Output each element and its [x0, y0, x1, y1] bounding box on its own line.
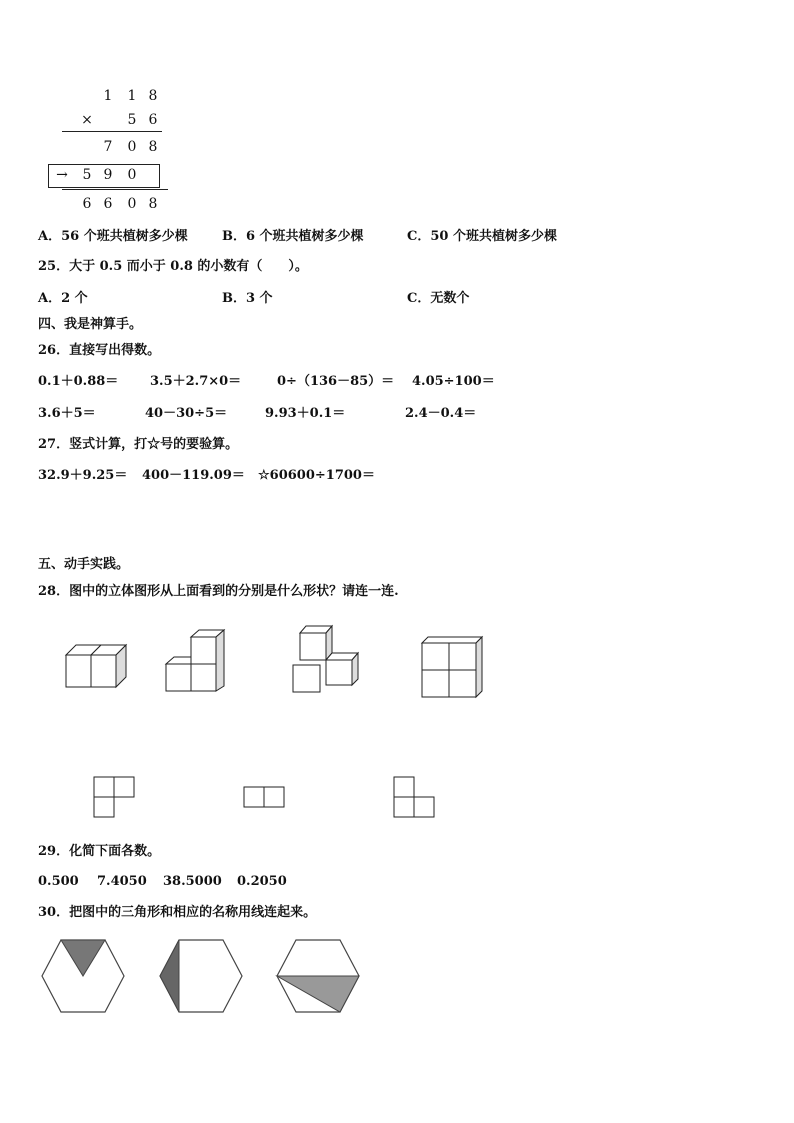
section-5-heading: 五、动手实践。 — [38, 557, 130, 572]
q27-item: 400－119.09＝ — [142, 468, 245, 483]
product-digit: 0 — [127, 196, 137, 212]
cube-figure-4 — [418, 636, 488, 700]
q25-stem: 25．大于 0.5 而小于 0.8 的小数有（ ）。 — [38, 259, 308, 274]
multiplication-rule — [62, 131, 162, 132]
q26-item: 40－30÷5＝ — [145, 406, 228, 421]
partial-product-digit: 0 — [127, 139, 137, 155]
partial-product-digit: 7 — [103, 139, 113, 155]
q26-item: 3.5＋2.7×0＝ — [150, 374, 242, 389]
q28-stem: 28．图中的立体图形从上面看到的分别是什么形状？请连一连. — [38, 584, 399, 599]
q29-item: 0.500 — [38, 874, 79, 889]
top-view-shape-2 — [243, 786, 287, 810]
multiplier-digit: 5 — [127, 112, 137, 128]
q26-item: 3.6＋5＝ — [38, 406, 96, 421]
q27-item: ☆60600÷1700＝ — [258, 468, 375, 483]
product-digit: 8 — [148, 196, 158, 212]
top-view-shape-1 — [93, 776, 137, 820]
section-4-heading: 四、我是神算手。 — [38, 317, 143, 332]
q26-item: 0.1＋0.88＝ — [38, 374, 119, 389]
q24-option-a[interactable]: A．56 个班共植树多少棵 — [38, 229, 188, 244]
times-sign: × — [81, 112, 93, 128]
q27-item: 32.9＋9.25＝ — [38, 468, 128, 483]
partial-product-digit: 8 — [148, 139, 158, 155]
q25-option-a[interactable]: A．2 个 — [38, 291, 88, 306]
q26-item: 4.05÷100＝ — [412, 374, 495, 389]
product-digit: 6 — [103, 196, 113, 212]
q26-item: 9.93＋0.1＝ — [265, 406, 346, 421]
cube-figure-1 — [60, 640, 130, 690]
partial-product-digit: 0 — [127, 167, 137, 183]
cube-figure-2 — [160, 628, 230, 692]
hexagon-triangle-2 — [158, 938, 244, 1014]
product-digit: 6 — [82, 196, 92, 212]
q26-stem: 26．直接写出得数。 — [38, 343, 161, 358]
arrow-mark: → — [56, 167, 68, 183]
q26-item: 2.4－0.4＝ — [405, 406, 477, 421]
q24-option-c[interactable]: C．50 个班共植树多少棵 — [407, 229, 557, 244]
q27-stem: 27．竖式计算，打☆号的要验算。 — [38, 437, 239, 452]
q30-stem: 30．把图中的三角形和相应的名称用线连起来。 — [38, 905, 317, 920]
q25-option-c[interactable]: C．无数个 — [407, 291, 470, 306]
multiplicand-digit: 8 — [148, 88, 158, 104]
q25-option-b[interactable]: B．3 个 — [222, 291, 273, 306]
partial-product-digit: 5 — [82, 167, 92, 183]
hexagon-triangle-3 — [275, 938, 361, 1014]
q29-item: 38.5000 — [163, 874, 222, 889]
q29-stem: 29．化简下面各数。 — [38, 844, 161, 859]
hexagon-triangle-1 — [40, 938, 126, 1014]
multiplicand-digit: 1 — [127, 88, 137, 104]
multiplicand-digit: 1 — [103, 88, 113, 104]
cube-figure-3 — [290, 623, 365, 695]
top-view-shape-3 — [393, 776, 437, 820]
q29-item: 0.2050 — [237, 874, 287, 889]
partial-product-digit: 9 — [103, 167, 113, 183]
result-rule — [62, 189, 168, 190]
q29-item: 7.4050 — [97, 874, 147, 889]
multiplier-digit: 6 — [148, 112, 158, 128]
q26-item: 0÷（136－85）＝ — [277, 374, 395, 389]
q24-option-b[interactable]: B．6 个班共植树多少棵 — [222, 229, 364, 244]
